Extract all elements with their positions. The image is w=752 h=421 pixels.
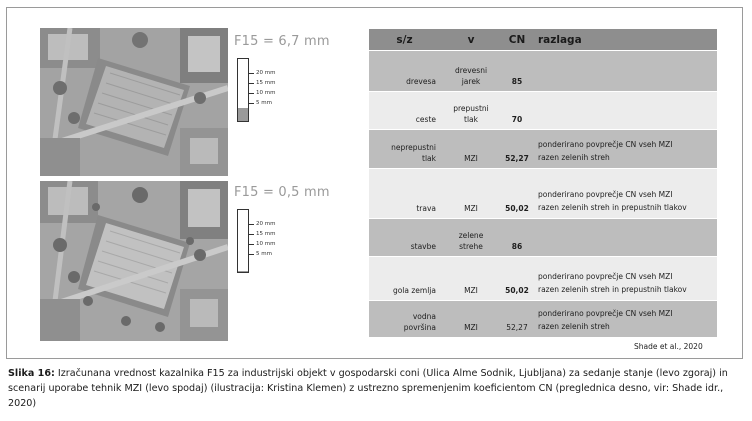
cell-cn: 52,27 bbox=[502, 130, 532, 169]
figure-caption bbox=[8, 366, 748, 411]
cell-sz: neprepustni bbox=[391, 143, 436, 152]
cell-v: MZI bbox=[440, 130, 502, 169]
f15-label-scenario: F15 = 0,5 mm bbox=[234, 185, 330, 200]
cell-cn: 70 bbox=[502, 92, 532, 130]
cell-razlaga: ponderirano povprečje CN vseh MZI bbox=[538, 190, 673, 199]
f15-gauge-scenario bbox=[234, 207, 314, 287]
gauge-tube bbox=[237, 209, 249, 273]
cell-v: MZI bbox=[440, 301, 502, 337]
cell-sz: trava bbox=[369, 169, 440, 219]
cell-v: MZI bbox=[440, 169, 502, 219]
gauge-tube bbox=[237, 58, 249, 122]
scale-label: 10 mm bbox=[256, 241, 276, 247]
cell-razlaga bbox=[532, 219, 717, 257]
scale-label: 20 mm bbox=[256, 70, 276, 76]
table-row bbox=[369, 301, 717, 337]
aerial-photo-scenario bbox=[40, 181, 228, 341]
cell-razlaga: ponderirano povprečje CN vseh MZI bbox=[538, 272, 673, 281]
cell-cn: 52,27 bbox=[502, 301, 532, 337]
source-credit: Shade et al., 2020 bbox=[634, 342, 703, 351]
cell-v: strehe bbox=[459, 242, 483, 251]
cell-sz: gola zemlja bbox=[369, 257, 440, 301]
cell-razlaga: razen zelenih streh in prepustnih tlakov bbox=[538, 285, 687, 294]
cell-v: jarek bbox=[461, 77, 481, 86]
cell-v: prepustni bbox=[453, 104, 489, 113]
f15-label-current: F15 = 6,7 mm bbox=[234, 34, 330, 49]
f15-gauge-current bbox=[234, 56, 314, 136]
cell-v: zelene bbox=[458, 231, 484, 240]
scale-label: 5 mm bbox=[256, 100, 272, 106]
cell-razlaga bbox=[532, 92, 717, 130]
caption-text: Izračunana vrednost kazalnika F15 za industrijski objekt v gospodarski coni (Ulica Alme Sodnik, Ljubljana) za sedanje stanje (levo zgoraj) in scenarij uporabe tehnik MZI (levo spodaj) (ilustracija: Kristina Klemen) z ustrezno spremenjenim koeficientom CN (preglednica desno, vir: Shade idr., 2020) bbox=[8, 368, 728, 409]
caption-label: Slika 16: bbox=[8, 368, 55, 379]
scale-label: 10 mm bbox=[256, 90, 276, 96]
cell-cn: 50,02 bbox=[502, 257, 532, 301]
cn-table bbox=[369, 29, 717, 337]
cell-sz: površina bbox=[403, 322, 436, 332]
cell-razlaga bbox=[532, 51, 717, 92]
cell-razlaga: ponderirano povprečje CN vseh MZI bbox=[538, 140, 673, 149]
table-row bbox=[369, 130, 717, 169]
cell-razlaga: ponderirano povprečje CN vseh MZI bbox=[538, 308, 673, 318]
cell-razlaga: razen zelenih streh in prepustnih tlakov bbox=[538, 203, 687, 212]
gauge-fill bbox=[238, 108, 248, 121]
cell-sz: vodna bbox=[412, 311, 436, 321]
cell-sz: ceste bbox=[415, 115, 436, 124]
cell-cn: 85 bbox=[502, 51, 532, 92]
table-row bbox=[369, 169, 717, 219]
header-razlaga: razlaga bbox=[532, 29, 717, 51]
cell-sz: stavbe bbox=[369, 219, 440, 257]
scale-label: 5 mm bbox=[256, 251, 272, 257]
table-row bbox=[369, 257, 717, 301]
cell-sz: tlak bbox=[422, 154, 436, 163]
cell-razlaga: razen zelenih streh bbox=[538, 153, 610, 162]
table-row bbox=[369, 92, 717, 130]
cell-v: MZI bbox=[440, 257, 502, 301]
header-cn: CN bbox=[502, 29, 532, 51]
header-v: v bbox=[440, 29, 502, 51]
table-row bbox=[369, 219, 717, 257]
cell-cn: 86 bbox=[502, 219, 532, 257]
gauge-fill bbox=[238, 271, 248, 272]
scale-label: 15 mm bbox=[256, 80, 276, 86]
cell-v: drevesni bbox=[454, 66, 488, 75]
cell-sz: drevesa bbox=[406, 77, 436, 86]
cell-cn: 50,02 bbox=[502, 169, 532, 219]
scale-label: 15 mm bbox=[256, 231, 276, 237]
header-sz: s/z bbox=[369, 29, 440, 51]
cell-razlaga: razen zelenih streh bbox=[538, 321, 610, 331]
cell-v: tlak bbox=[464, 115, 478, 124]
table-row bbox=[369, 51, 717, 92]
table-header-row bbox=[369, 29, 717, 51]
scale-label: 20 mm bbox=[256, 221, 276, 227]
aerial-photo-current bbox=[40, 28, 228, 176]
